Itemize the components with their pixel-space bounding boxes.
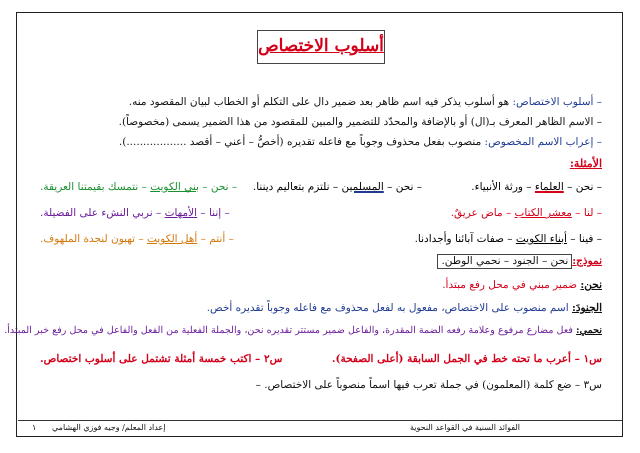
example-4-prefix: – لنا – bbox=[571, 207, 602, 219]
example-3 bbox=[40, 180, 237, 194]
footer-book-title: الفوائد السنية في القواعد النحوية bbox=[410, 423, 520, 432]
example-7-word: أهل الكويت bbox=[146, 233, 198, 245]
example-2 bbox=[253, 180, 422, 194]
parse-nahmi-label: نحمي: bbox=[576, 325, 602, 336]
page-border bbox=[16, 12, 623, 437]
example-2-prefix: – نحن – bbox=[383, 181, 422, 193]
example-1 bbox=[471, 180, 602, 194]
example-7-suffix: – تهبون لنجدة الملهوف. bbox=[40, 233, 147, 245]
parse-nahmi-text: فعل مضارع مرفوع وعلامة رفعه الضمة المقدرة، والفاعل ضمير مستتر تقديره نحن، والجملة الفعلية من الفعل والفاعل في محل رفع خبر المبتدأ. bbox=[4, 325, 577, 336]
example-5 bbox=[40, 206, 230, 220]
definition-line bbox=[129, 95, 602, 109]
example-1-prefix: – نحن – bbox=[563, 181, 602, 193]
parse-junud-label: الجنودَ: bbox=[571, 302, 602, 314]
irab-label: – إعراب الاسم المخصوص: bbox=[484, 136, 602, 148]
exercise-3: س٣ – ضع كلمة (المعلمون) في جملة تعرب فيها اسماً منصوباً على الاختصاص. – bbox=[255, 379, 602, 391]
example-2-word: المسلمين bbox=[341, 181, 384, 193]
model-label: نموذج: bbox=[572, 255, 602, 267]
example-4 bbox=[451, 206, 602, 220]
example-1-word: العلماء bbox=[534, 181, 564, 193]
example-3-prefix: – نحن – bbox=[198, 181, 238, 193]
example-4-suffix: – ماض عريقٌ. bbox=[450, 207, 515, 219]
parse-nahnu bbox=[442, 278, 602, 292]
definition-text: هو أسلوب يذكر فيه اسم ظاهر بعد ضمير دال على التكلم أو الخطاب لبيان المقصود منه. bbox=[128, 96, 513, 108]
footer-author: إعداد المعلم/ وجيه فوزي الهشامي bbox=[52, 423, 166, 432]
model-sentence: نحن – الجنود – نحمي الوطن. bbox=[437, 254, 572, 269]
example-6-suffix: – صفات آبائنا وأجدادنا. bbox=[414, 233, 516, 245]
example-6 bbox=[415, 232, 602, 246]
title-box bbox=[257, 30, 385, 64]
parse-nahnu-label: نحن: bbox=[580, 279, 602, 291]
parse-junud bbox=[207, 301, 602, 315]
example-3-word: بني الكويت bbox=[150, 181, 199, 193]
example-1-suffix: – ورثة الأنبياء. bbox=[471, 181, 535, 193]
footer-page-number: ١ bbox=[32, 423, 37, 432]
parse-junud-text: اسم منصوب على الاختصاص، مفعول به لفعل محذوف مع فاعله وجوباً تقديره أخص. bbox=[206, 302, 572, 314]
parse-nahnu-text: ضمير مبني في محل رفع مبتدأ. bbox=[442, 279, 581, 291]
example-5-prefix: – إننا – bbox=[197, 207, 230, 219]
example-6-word: أبناء الكويت bbox=[515, 233, 567, 245]
example-6-prefix: – فينا – bbox=[566, 233, 602, 245]
example-7-prefix: – أنتم – bbox=[197, 233, 234, 245]
page-title: أسلوب الاختصاص bbox=[258, 36, 384, 56]
example-4-word: معشر الكتاب bbox=[514, 207, 572, 219]
footer-divider bbox=[18, 420, 622, 421]
irab-text: منصوب بفعل محذوف وجوباً مع فاعله تقديره (أخصُّ – أعني – أقصد ..................). bbox=[118, 136, 485, 148]
definition-label: – أسلوب الاختصاص: bbox=[512, 96, 602, 108]
parse-nahmi bbox=[4, 324, 602, 338]
exercise-1: س١ – أعرب ما تحته خط في الجمل السابقة (أعلى الصفحة). bbox=[331, 353, 602, 365]
example-5-suffix: – نربي النشء على الفضيلة. bbox=[40, 207, 165, 219]
specified-noun-line: – الاسم الظاهر المعرف بـ(ال) أو بالإضافة والمحدّد للتضمير والمبين للمقصود من هذا الضمير يسمى (مخصوصاً). bbox=[118, 116, 602, 128]
examples-heading: الأمثلة: bbox=[569, 157, 602, 170]
example-3-suffix: – نتمسك بقيمتنا العريقة. bbox=[40, 181, 151, 193]
exercise-2: س٢ – اكتب خمسة أمثلة تشتمل على أسلوب اختصاص. bbox=[40, 353, 283, 365]
example-5-word: الأمهات bbox=[164, 207, 198, 219]
example-7 bbox=[40, 232, 234, 246]
model-line bbox=[437, 254, 602, 269]
irab-line bbox=[119, 135, 602, 149]
example-2-suffix: – نلتزم بتعاليم ديننا. bbox=[252, 181, 342, 193]
